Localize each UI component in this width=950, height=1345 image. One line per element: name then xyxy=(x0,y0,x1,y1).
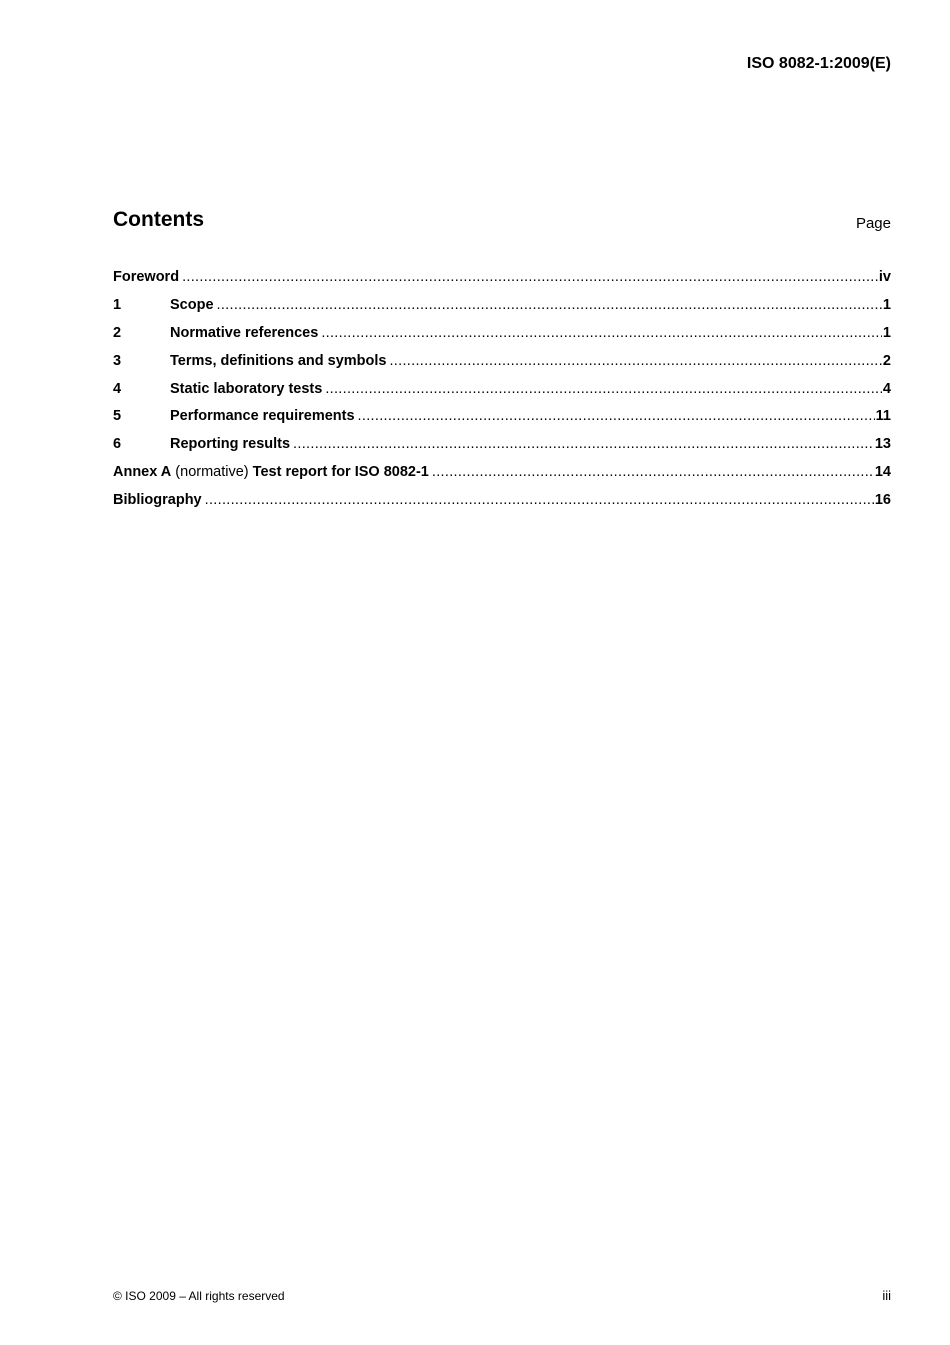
toc-entry-page: 11 xyxy=(875,408,891,425)
toc-leader-dots xyxy=(321,325,882,341)
toc-leader-dots xyxy=(432,464,874,480)
toc-entry-title[interactable] xyxy=(113,464,429,480)
toc-entry-number: 3 xyxy=(113,352,122,369)
toc-entry-number: 2 xyxy=(113,324,122,341)
contents-title: Contents xyxy=(113,208,204,231)
toc-leader-dots xyxy=(293,436,874,452)
toc-entry-title[interactable]: Static laboratory tests xyxy=(170,380,323,397)
toc-entry-number: 1 xyxy=(113,296,122,313)
toc-entry-scope[interactable] xyxy=(113,297,891,325)
table-of-contents xyxy=(113,269,891,520)
toc-entry-normative-references[interactable] xyxy=(113,325,891,353)
toc-leader-dots xyxy=(205,492,874,508)
toc-leader-dots xyxy=(389,353,881,369)
annex-label: Annex A xyxy=(113,464,172,481)
page-column-label: Page xyxy=(855,215,891,232)
toc-entry-page: 4 xyxy=(882,380,891,397)
toc-entry-page: 14 xyxy=(874,464,891,481)
toc-entry-page: 1 xyxy=(882,296,891,313)
toc-entry-title[interactable]: Bibliography xyxy=(113,492,202,509)
toc-entry-bibliography[interactable] xyxy=(113,492,891,520)
toc-entry-title[interactable]: Normative references xyxy=(170,324,319,341)
toc-leader-dots xyxy=(182,269,878,285)
toc-entry-page: 2 xyxy=(882,352,891,369)
toc-entry-number: 6 xyxy=(113,436,122,453)
toc-entry-page: 1 xyxy=(882,324,891,341)
toc-entry-number: 5 xyxy=(113,408,122,425)
toc-entry-terms-definitions[interactable] xyxy=(113,353,891,381)
footer-copyright: © ISO 2009 – All rights reserved xyxy=(113,1289,285,1303)
toc-entry-title[interactable]: Scope xyxy=(170,296,214,313)
toc-entry-number: 4 xyxy=(113,380,122,397)
toc-entry-page: 16 xyxy=(874,492,891,509)
contents-header xyxy=(113,208,891,240)
toc-entry-annex-a[interactable] xyxy=(113,464,891,492)
toc-entry-performance-requirements[interactable] xyxy=(113,408,891,436)
footer-page-number: iii xyxy=(882,1288,891,1303)
toc-entry-page: iv xyxy=(878,269,891,285)
annex-title: Test report for ISO 8082-1 xyxy=(252,464,429,481)
toc-entry-static-laboratory-tests[interactable] xyxy=(113,381,891,409)
toc-entry-foreword[interactable] xyxy=(113,269,891,297)
toc-entry-title[interactable]: Performance requirements xyxy=(170,408,355,425)
toc-leader-dots xyxy=(217,297,882,313)
toc-entry-title[interactable]: Terms, definitions and symbols xyxy=(170,352,387,369)
toc-entry-title[interactable]: Foreword xyxy=(113,269,180,285)
toc-entry-page: 13 xyxy=(874,436,891,453)
toc-entry-reporting-results[interactable] xyxy=(113,436,891,464)
toc-entry-title[interactable]: Reporting results xyxy=(170,436,291,453)
document-id: ISO 8082-1:2009(E) xyxy=(746,55,891,72)
annex-type: (normative) xyxy=(171,464,253,481)
toc-leader-dots xyxy=(358,408,875,424)
toc-leader-dots xyxy=(325,381,882,397)
